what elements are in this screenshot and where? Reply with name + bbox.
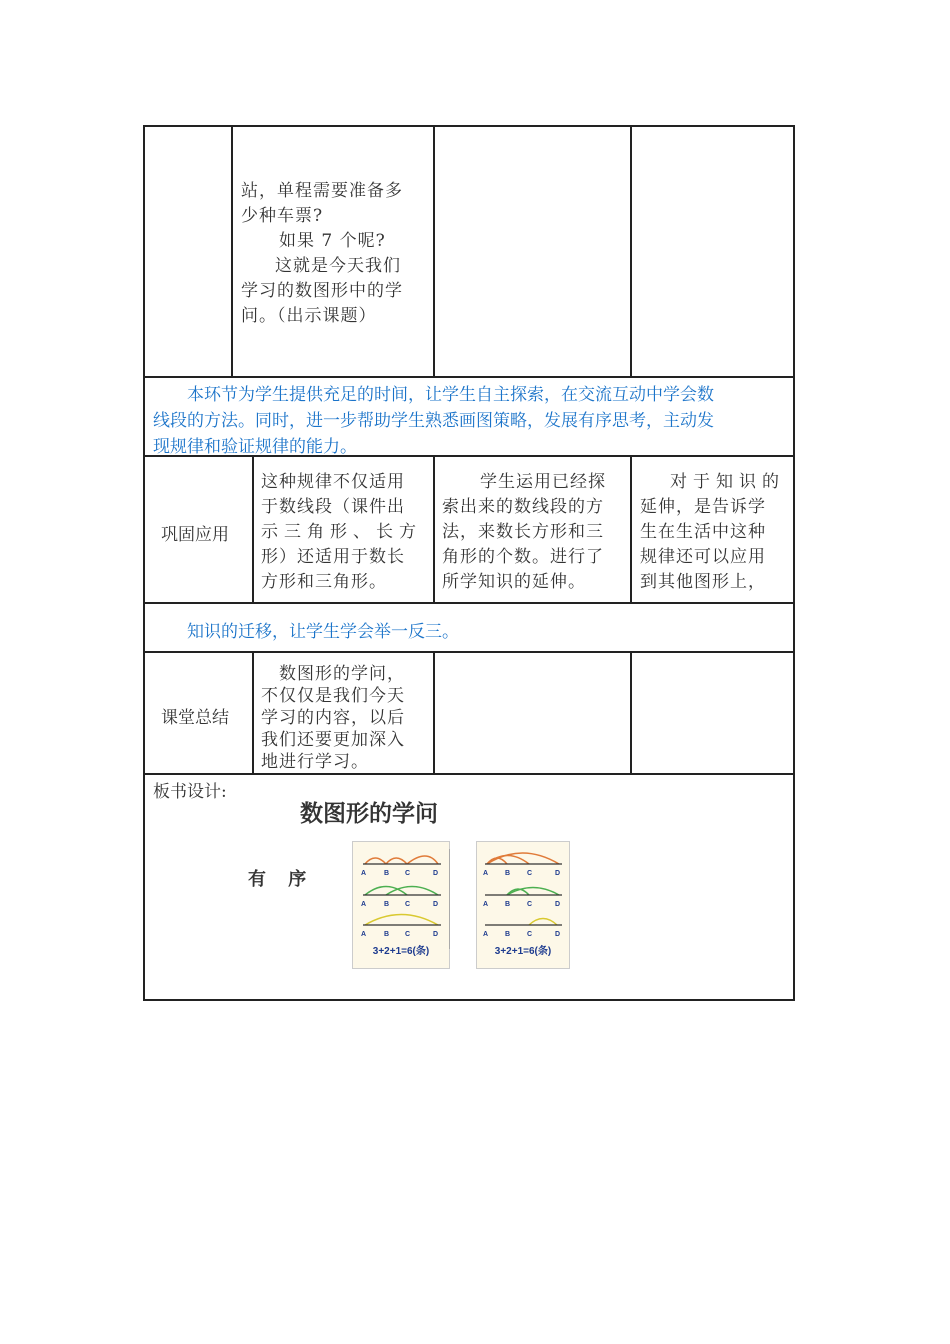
intro-line: 站，单程需要准备多 <box>241 181 403 201</box>
svg-text:C: C <box>527 870 533 877</box>
teacher-activity <box>261 470 429 595</box>
arc <box>365 858 386 864</box>
svg-text:D: D <box>555 931 561 938</box>
svg-text:C: C <box>405 901 411 908</box>
svg-text:D: D <box>433 931 439 938</box>
board-label: 板书设计: <box>153 782 227 802</box>
row-divider <box>145 651 793 653</box>
text-line: 规律还可以应用 <box>640 547 766 567</box>
text-line: 我们还要更加深入 <box>261 730 405 750</box>
text-line: 形）还适用于数长 <box>261 547 405 567</box>
stage-label: 巩固应用 <box>161 525 229 545</box>
svg-text:C: C <box>527 931 533 938</box>
text-line: 角形的个数。进行了 <box>442 547 604 567</box>
svg-text:B: B <box>505 931 511 938</box>
svg-text:B: B <box>505 870 511 877</box>
intro-line: 少种车票? <box>241 206 324 226</box>
svg-text:D: D <box>433 870 439 877</box>
text-line: 延伸，是告诉学 <box>640 497 766 517</box>
col-divider <box>231 127 233 376</box>
text-line: 数图形的学问， <box>279 664 405 684</box>
note-line: 本环节为学生提供充足的时间，让学生自主探索，在交流互动中学会数 <box>187 385 714 405</box>
row-divider <box>145 602 793 604</box>
row-divider <box>145 376 793 378</box>
col-divider <box>630 455 632 602</box>
board-title: 数图形的学问 <box>300 801 438 827</box>
svg-text:B: B <box>384 901 390 908</box>
ordered-label: 有 序 <box>248 869 315 890</box>
design-note <box>153 382 793 460</box>
text-line: 不仅仅是我们今天 <box>261 686 405 706</box>
text-line: 对于知识的 <box>670 472 785 492</box>
text-line: 学生运用已经探 <box>480 472 606 492</box>
text-line: 索出来的数线段的方 <box>442 497 604 517</box>
segment-diagram-left <box>352 841 450 969</box>
svg-text:B: B <box>384 931 390 938</box>
row-divider <box>145 773 793 775</box>
col-divider <box>433 455 435 602</box>
svg-text:D: D <box>433 901 439 908</box>
svg-text:A: A <box>483 931 489 938</box>
svg-text:A: A <box>483 901 489 908</box>
svg-text:D: D <box>555 870 561 877</box>
lesson-table <box>143 125 795 1001</box>
formula-left: 3+2+1=6(条) <box>372 946 430 957</box>
svg-text:A: A <box>483 870 489 877</box>
text-line: 所学知识的延伸。 <box>442 572 586 592</box>
stage-label: 课堂总结 <box>161 708 229 728</box>
text-line: 这种规律不仅适用 <box>261 472 405 492</box>
connector-line <box>449 849 450 949</box>
design-intent <box>640 470 790 595</box>
intro-line: 问。（出示课题） <box>241 306 377 326</box>
col-divider <box>252 651 254 773</box>
text-line: 于数线段（课件出 <box>261 497 405 517</box>
arc <box>386 858 407 864</box>
note-line: 线段的方法。同时，进一步帮助学生熟悉画图策略，发展有序思考，主动发 <box>153 411 714 431</box>
intro-cell <box>241 179 429 329</box>
col-divider <box>630 127 632 376</box>
note-line: 现规律和验证规律的能力。 <box>153 437 357 457</box>
design-note-2: 知识的迁移，让学生学会举一反三。 <box>187 622 459 642</box>
svg-text:D: D <box>555 901 561 908</box>
text-line: 方形和三角形。 <box>261 572 387 592</box>
svg-text:B: B <box>505 901 511 908</box>
svg-text:C: C <box>405 931 411 938</box>
text-line: 示三角形、长方 <box>261 522 422 542</box>
intro-line: 如果 7 个呢? <box>279 231 386 251</box>
col-divider <box>630 651 632 773</box>
svg-text:A: A <box>361 901 367 908</box>
col-divider <box>433 651 435 773</box>
text-line: 生在生活中这种 <box>640 522 766 542</box>
student-activity <box>442 470 628 595</box>
text-line: 学习的内容，以后 <box>261 708 405 728</box>
text-line: 地进行学习。 <box>261 752 369 772</box>
svg-text:A: A <box>361 931 367 938</box>
svg-text:B: B <box>384 870 390 877</box>
formula-right: 3+2+1=6(条) <box>494 946 552 957</box>
svg-text:C: C <box>405 870 411 877</box>
intro-line: 学习的数图形中的学 <box>241 281 403 301</box>
svg-text:C: C <box>527 901 533 908</box>
arc <box>407 856 438 864</box>
text-line: 到其他图形上， <box>640 572 766 592</box>
text-line: 法，来数长方形和三 <box>442 522 604 542</box>
intro-line: 这就是今天我们 <box>275 256 401 276</box>
col-divider <box>433 127 435 376</box>
segment-diagram-right <box>476 841 570 969</box>
summary-activity <box>261 663 429 773</box>
col-divider <box>252 455 254 602</box>
svg-text:A: A <box>361 870 367 877</box>
